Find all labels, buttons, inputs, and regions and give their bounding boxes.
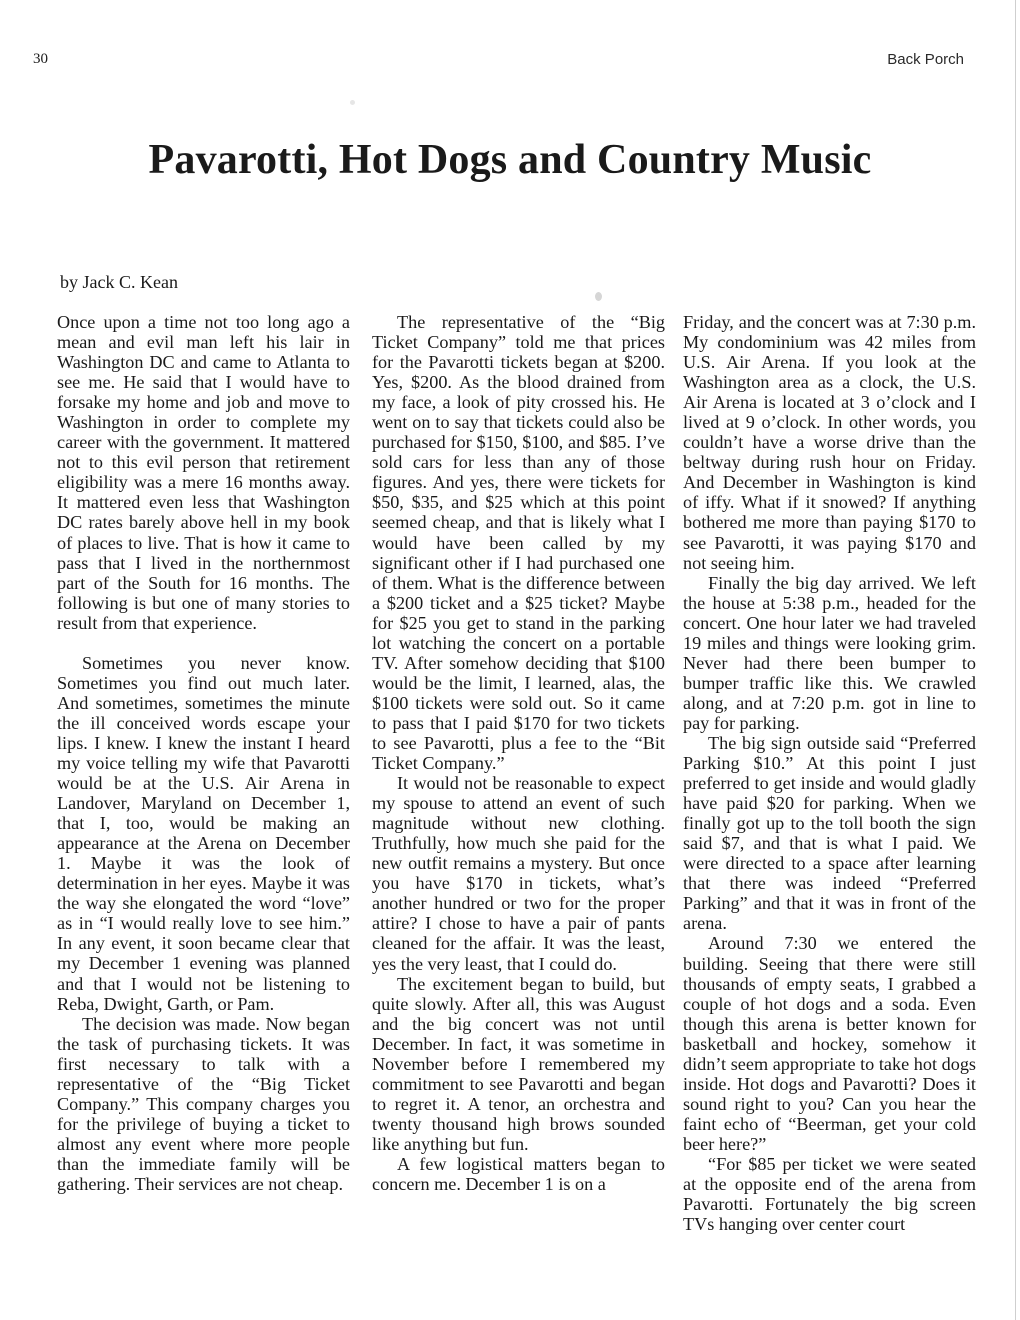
text-column-3 <box>683 312 976 1234</box>
page-edge-line <box>1015 0 1016 1320</box>
paragraph: The big sign outside said “Preferred Parking $10.” At this point I just preferred to get inside and would gladly have paid $20 for parking. When we finally got up to the toll booth the sign said $7, and that is what I paid. We were directed to a space after learning that there was indeed “Preferred Parking” and that it was in front of the arena. <box>683 732 976 934</box>
paragraph: “For $85 per ticket we were seated at the opposite end of the arena from Pavarotti. Fortunately the big screen TVs hanging over center court <box>683 1153 976 1235</box>
paper-speck <box>350 100 355 105</box>
article-title: Pavarotti, Hot Dogs and Country Music <box>148 137 872 183</box>
paragraph: Around 7:30 we entered the building. Seeing that there were still thousands of empty seats, I grabbed a couple of hot dogs and a soda. Even though this arena is better known for basketball and hockey, somehow it didn’t seem appropriate to take hot dogs inside. Hot dogs and Pavarotti? Does it sound right to you? Can you hear the faint echo of “Beerman, get your cold beer here?” <box>683 933 976 1154</box>
paragraph: A few logistical matters began to concern me. December 1 is on a <box>372 1153 665 1195</box>
text-column-2 <box>372 312 665 1194</box>
paragraph: Sometimes you never know. Sometimes you find out much later. And sometimes, sometimes the minute the ill conceived words escape your lips. I knew. I knew the instant I heard my voice telling my wife that Pavarotti would be at the U.S. Air Arena in Landover, Maryland on December 1, that I, too, would be making an appearance at the Arena on December 1. Maybe it was the look of determination in her eyes. Maybe it was the way she elongated the word “love” as in “I would really love to see him.” In any event, it soon became clear that my December 1 evening was planned and that I would not be listening to Reba, Dwight, Garth, or Pam. <box>57 652 350 1014</box>
page-number: 30 <box>33 51 48 67</box>
paragraph: Friday, and the concert was at 7:30 p.m. My condominium was 42 miles from U.S. Air Arena. If you look at the Washington area as a clock, the U.S. Air Arena is located at 3 o’clock and I lived at 9 o’clock. In other words, you couldn’t have a worse drive than the beltway during rush hour on Friday. And December in Washington is kind of iffy. What if it snowed? If anything bothered me more than paying $170 to see Pavarotti, it was paying $170 and not seeing him. <box>683 312 976 573</box>
paragraph: The decision was made. Now began the task of purchasing tickets. It was first necessary to talk with a representative of the “Big Ticket Company.” This company charges you for the privilege of buying a ticket to almost any event where more people than the immediate family will be gathering. Their services are not cheap. <box>57 1013 350 1194</box>
running-head: Back Porch <box>887 51 964 68</box>
article-byline: by Jack C. Kean <box>60 272 178 292</box>
paragraph: The excitement began to build, but quite slowly. After all, this was August and the big concert was not until December. In fact, it was sometime in November before I remembered my commitment to see Pavarotti and began to regret it. A tenor, an orchestra and twenty thousand high brows sounded like anything but fun. <box>372 973 665 1154</box>
paragraph: Finally the big day arrived. We left the house at 5:38 p.m., headed for the concert. One hour later we had traveled 19 miles and things were looking grim. Never had there been bumper to bumper traffic like this. We crawled along, and at 7:20 p.m. got in line to pay for parking. <box>683 572 976 733</box>
paragraph: It would not be reasonable to expect my spouse to attend an event of such magnitude without new clothing. Truthfully, how much she paid for the new outfit remains a mystery. But once you have $170 in tickets, what’s another hundred or two for the proper attire? I chose to have a pair of pants cleaned for the affair. It was the least, yes the very least, that I could do. <box>372 773 665 974</box>
paper-speck <box>595 292 602 301</box>
paragraph: The representative of the “Big Ticket Company” told me that prices for the Pavarotti tickets began at $200. Yes, $200. As the blood drained from my face, a look of pity crossed his. He went on to say that tickets could also be purchased for $150, $100, and $85. I’ve sold cars for less than any of those figures. And yes, there were tickets for $50, $35, and $25 which at this point seemed cheap, and that is likely what I would have been called by my significant other if I had purchased one of them. What is the difference between a $200 ticket and a $25 ticket? Maybe for $25 you get to stand in the parking lot watching the concert on a portable TV. After somehow deciding that $100 would be the limit, I learned, alas, the $100 tickets were sold out. So it came to pass that I paid $170 for two tickets to see Pavarotti, plus a fee to the “Bit Ticket Company.” <box>372 312 665 774</box>
text-column-1 <box>57 312 350 1194</box>
paragraph: Once upon a time not too long ago a mean and evil man left his lair in Washington DC and came to Atlanta to see me. He said that I would have to forsake my home and job and move to Washington in order to complete my career with the government. It mattered not to this evil person that retirement eligibility was a mere 16 months away. It mattered even less that Washington DC rates barely above hell in my book of places to live. That is how it came to pass that I lived in the northernmost part of the South for 16 months. The following is but one of many stories to result from that experience. <box>57 312 350 633</box>
